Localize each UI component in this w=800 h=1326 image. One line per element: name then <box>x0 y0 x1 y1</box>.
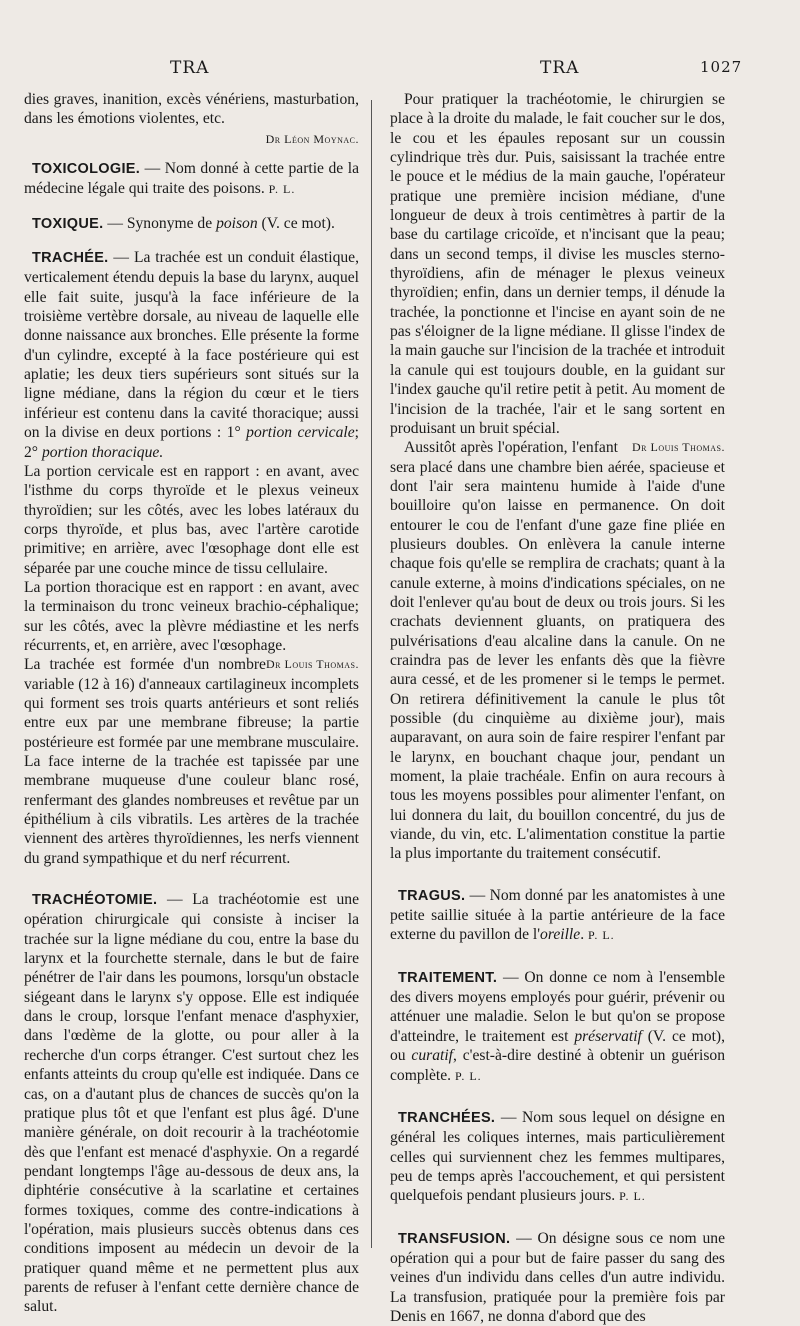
continued-text: dies graves, inanition, excès vénériens, masturbation, dans les émotions violentes, etc. <box>24 91 359 128</box>
author-initials: P. L. <box>268 182 296 197</box>
entry-text: — La trachée est un conduit élastique, verticalement étendu depuis la base du larynx, auquel elle fait suite, jusqu'à la face inférieure de la troisième vertèbre dorsale, au niveau de laquelle elle donne naissance aux bronches. Elle présente la forme d'un cylindre, excepté à la face postérieure qui est aplatie; les deux tiers supérieurs sont situés sur la ligne médiane, dans la région du cœur et le tiers inférieur est contenu dans la cavité thoracique; aussi on la divise en deux portions : 1° <box>24 249 359 442</box>
running-head-left: TRA <box>170 58 210 78</box>
paragraph <box>24 655 359 868</box>
entry-toxicologie <box>24 159 359 200</box>
paragraph: La portion cervicale est en rapport : en avant, avec l'isthme du corps thyroïde et le plexus veineux thyroïdien; sur les côtés, avec les lobes latéraux du corps thyroïde, et plus bas, avec l'artère carotide primitive; en arrière, avec l'œsophage dont elle est séparée par une couche mince de tissu cellulaire. <box>24 462 359 577</box>
paragraph: La portion thoracique est en rapport : en avant, avec la terminaison du tronc veineux brachio-céphalique; sur les côtés, avec la plèvre médiastine et les nerfs récurrents, et, en arrière, avec l'œsophage. <box>24 578 359 654</box>
author-signature: Dr Louis Thomas. <box>265 657 359 672</box>
headword: TRAGUS. <box>398 887 466 904</box>
entry-tranchees <box>390 1108 725 1207</box>
headword: TRAITEMENT. <box>398 969 498 986</box>
running-head-right: TRA <box>540 58 580 78</box>
entry-text: ; 2° <box>24 424 359 461</box>
column-divider <box>371 100 372 1248</box>
entry-toxique <box>24 214 359 234</box>
headword: TRANCHÉES. <box>398 1109 496 1126</box>
italic-term: poison <box>216 214 258 232</box>
italic-term: curatif <box>411 1047 454 1065</box>
entry-text: (V. ce mot), ou <box>390 1027 726 1065</box>
paragraph: Pour pratiquer la trachéotomie, le chirurgien se place à la droite du malade, le fait coucher sur le dos, le cou et les épaules reposant sur un coussin cylindrique très dur. Puis, saisissant la trachée entre le pouce et le médius de la main gauche, l'opérateur pratique une première incision médiane, d'une longueur de deux à trois centimètres à partir de la base du cartilage cricoïde, et n'incisant que la peau; dans un second temps, il divise les muscles sterno-thyroïdiens, afin de ménager le plexus veineux thyroïdien; enfin, dans un dernier temps, il dénude la trachée, la ponctionne et l'incise en ayant soin de ne pas s'éloigner de la ligne médiane. Il glisse l'index de la main gauche sur l'incision de la trachée et introduit la canule qui est toujours double, en la guidant sur l'index gauche qu'il retire petit à petit. Au moment de l'incision de la trachée, l'air et le sang sortent en produisant un bruit spécial. <box>390 91 725 437</box>
entry-text: — Nom donné par les anatomistes à une petite saillie située à la partie antérieure de la face externe du pavillon de l' <box>390 886 725 944</box>
entry-text: — On désigne sous ce nom une opération qui a pour but de faire passer du sang des veines d'un individu dans celles d'un autre individu. La transfusion, pratiquée pour la première fois par Denis en 1667, ne donna d'abord que des <box>390 1229 725 1325</box>
paragraph-text: Aussitôt après l'opération, l'enfant sera placé dans une chambre bien aérée, spacieuse et dont l'air sera maintenu humide à l'aide d'une bouilloire qu'on laisse en permanence. On doit entourer le cou de l'enfant d'une gaze fine pliée en plusieurs doubles. On enlèvera la canule interne chaque fois qu'elle se remplira de crachats; quant à la canule externe, à moins d'indications spéciales, on ne doit l'enlever qu'au bout de deux ou trois jours. Si les crachats deviennent gluants, on pratiquera des pulvérisations d'eau alcaline dans la canule. On ne craindra pas de lever les enfants dès que la fièvre aura cessé, et de les promener si le temps le permet. On retirera définitivement la canule le plus tôt possible (du cinquième au dixième jour), mais auparavant, on aura soin de faire respirer l'enfant par le larynx, en bouchant chaque jour, pendant un moment, la plaie trachéale. Enfin on aura recours à tous les moyens possibles pour alimenter l'enfant, on lui donnera du lait, du bouillon concentré, du jus de viande, du vin, etc. L'alimentation constitue la partie la plus importante du traitement consécutif. <box>390 439 725 863</box>
author-signature: Dr Louis Thomas. <box>631 440 725 455</box>
italic-term: oreille <box>540 926 581 944</box>
headword: TRANSFUSION. <box>398 1230 511 1247</box>
entry-text: (V. ce mot). <box>257 214 335 232</box>
entry-text: . <box>580 926 585 944</box>
entry-text: — La trachéotomie est une opération chirurgicale qui consiste à inciser la trachée sur la ligne médiane du cou, entre la base du larynx et la fourchette sternale, dans le but de faire pénétrer de l'air dans les poumons, lorsqu'un obstacle siégeant dans le larynx s'y oppose. Elle est indiquée dans le croup, lorsque l'enfant menace d'asphyxier, dans l'œdème de la glotte, ou pour aller à la recherche d'un corps étranger. C'est surtout chez les enfants atteints du croup qu'elle est indiquée. Dans ce cas, on a d'autant plus de chances de succès qu'on la pratique plus tôt et que l'enfant est plus âgé. D'une manière générale, on doit recourir à la trachéotomie dès que l'enfant est menacé d'asphyxie. On a regardé pendant longtemps l'âge au-dessous de deux ans, la diphtérie consécutive à la scarlatine et certaines formes toxiques, comme des contre-indications à l'opération, mais plusieurs succès obtenus dans ces conditions imposent au médecin un devoir de la pratiquer quand même et ne permettent plus aux parents de refuser à l'enfant cette dernière chance de salut. <box>24 891 359 1316</box>
italic-term: préservatif <box>574 1027 642 1045</box>
left-column <box>24 90 359 1317</box>
italic-term: portion cervicale <box>246 424 355 442</box>
author-initials: P. L. <box>588 928 615 943</box>
headword: TRACHÉOTOMIE. <box>32 892 158 909</box>
entry-trachee <box>24 248 359 462</box>
headword: TRACHÉE. <box>32 250 109 267</box>
entry-text: — On donne ce nom à l'ensemble des divers moyens employés pour guérir, prévenir ou atténuer une maladie. Selon le but qu'on se propose d'atteindre, le traitement est <box>390 968 725 1045</box>
author-initials: P. L. <box>619 1189 646 1204</box>
headword: TOXICOLOGIE. <box>32 161 141 178</box>
entry-text: — Synonyme de <box>103 214 217 232</box>
paragraph-text: La trachée est formée d'un nombre variable (12 à 16) d'anneaux cartilagineux incomplets qui forment ses trois quarts antérieurs et sont reliés entre eux par une membrane fibreuse; la partie postérieure est formée par une membrane musculaire. La face interne de la trachée est tapissée par une membrane muqueuse d'une couleur blanc rosé, renfermant des glandes nombreuses et revêtue par un épithélium à cils vibratils. Les artères de la trachée viennent des artères thyroïdiennes, les nerfs viennent du grand sympathique et du nerf récurrent. <box>24 656 359 867</box>
entry-traitement <box>390 968 725 1086</box>
entry-text: , c'est-à-dire destiné à obtenir un guérison complète. <box>390 1047 725 1084</box>
paragraph <box>390 438 725 864</box>
entry-tracheotomie <box>24 890 359 1317</box>
right-column <box>390 90 725 1326</box>
entry-transfusion <box>390 1229 725 1326</box>
entry-tragus <box>390 886 725 946</box>
author-signature: Dr Léon Moynac. <box>265 131 359 146</box>
headword: TOXIQUE. <box>32 215 104 232</box>
author-initials: P. L. <box>454 1068 482 1083</box>
italic-term: portion thoracique. <box>41 443 164 461</box>
entry-text: — Nom donné à cette partie de la médecine légale qui traite des poisons. <box>24 160 359 198</box>
entry-text: — Nom sous lequel on désigne en général les coliques internes, mais particulièrement celles qui surviennent chez les femmes multipares, peu de temps après l'accouchement, et qui persistent quelquefois pendant plusieurs jours. <box>390 1108 725 1205</box>
page-number: 1027 <box>700 58 743 76</box>
